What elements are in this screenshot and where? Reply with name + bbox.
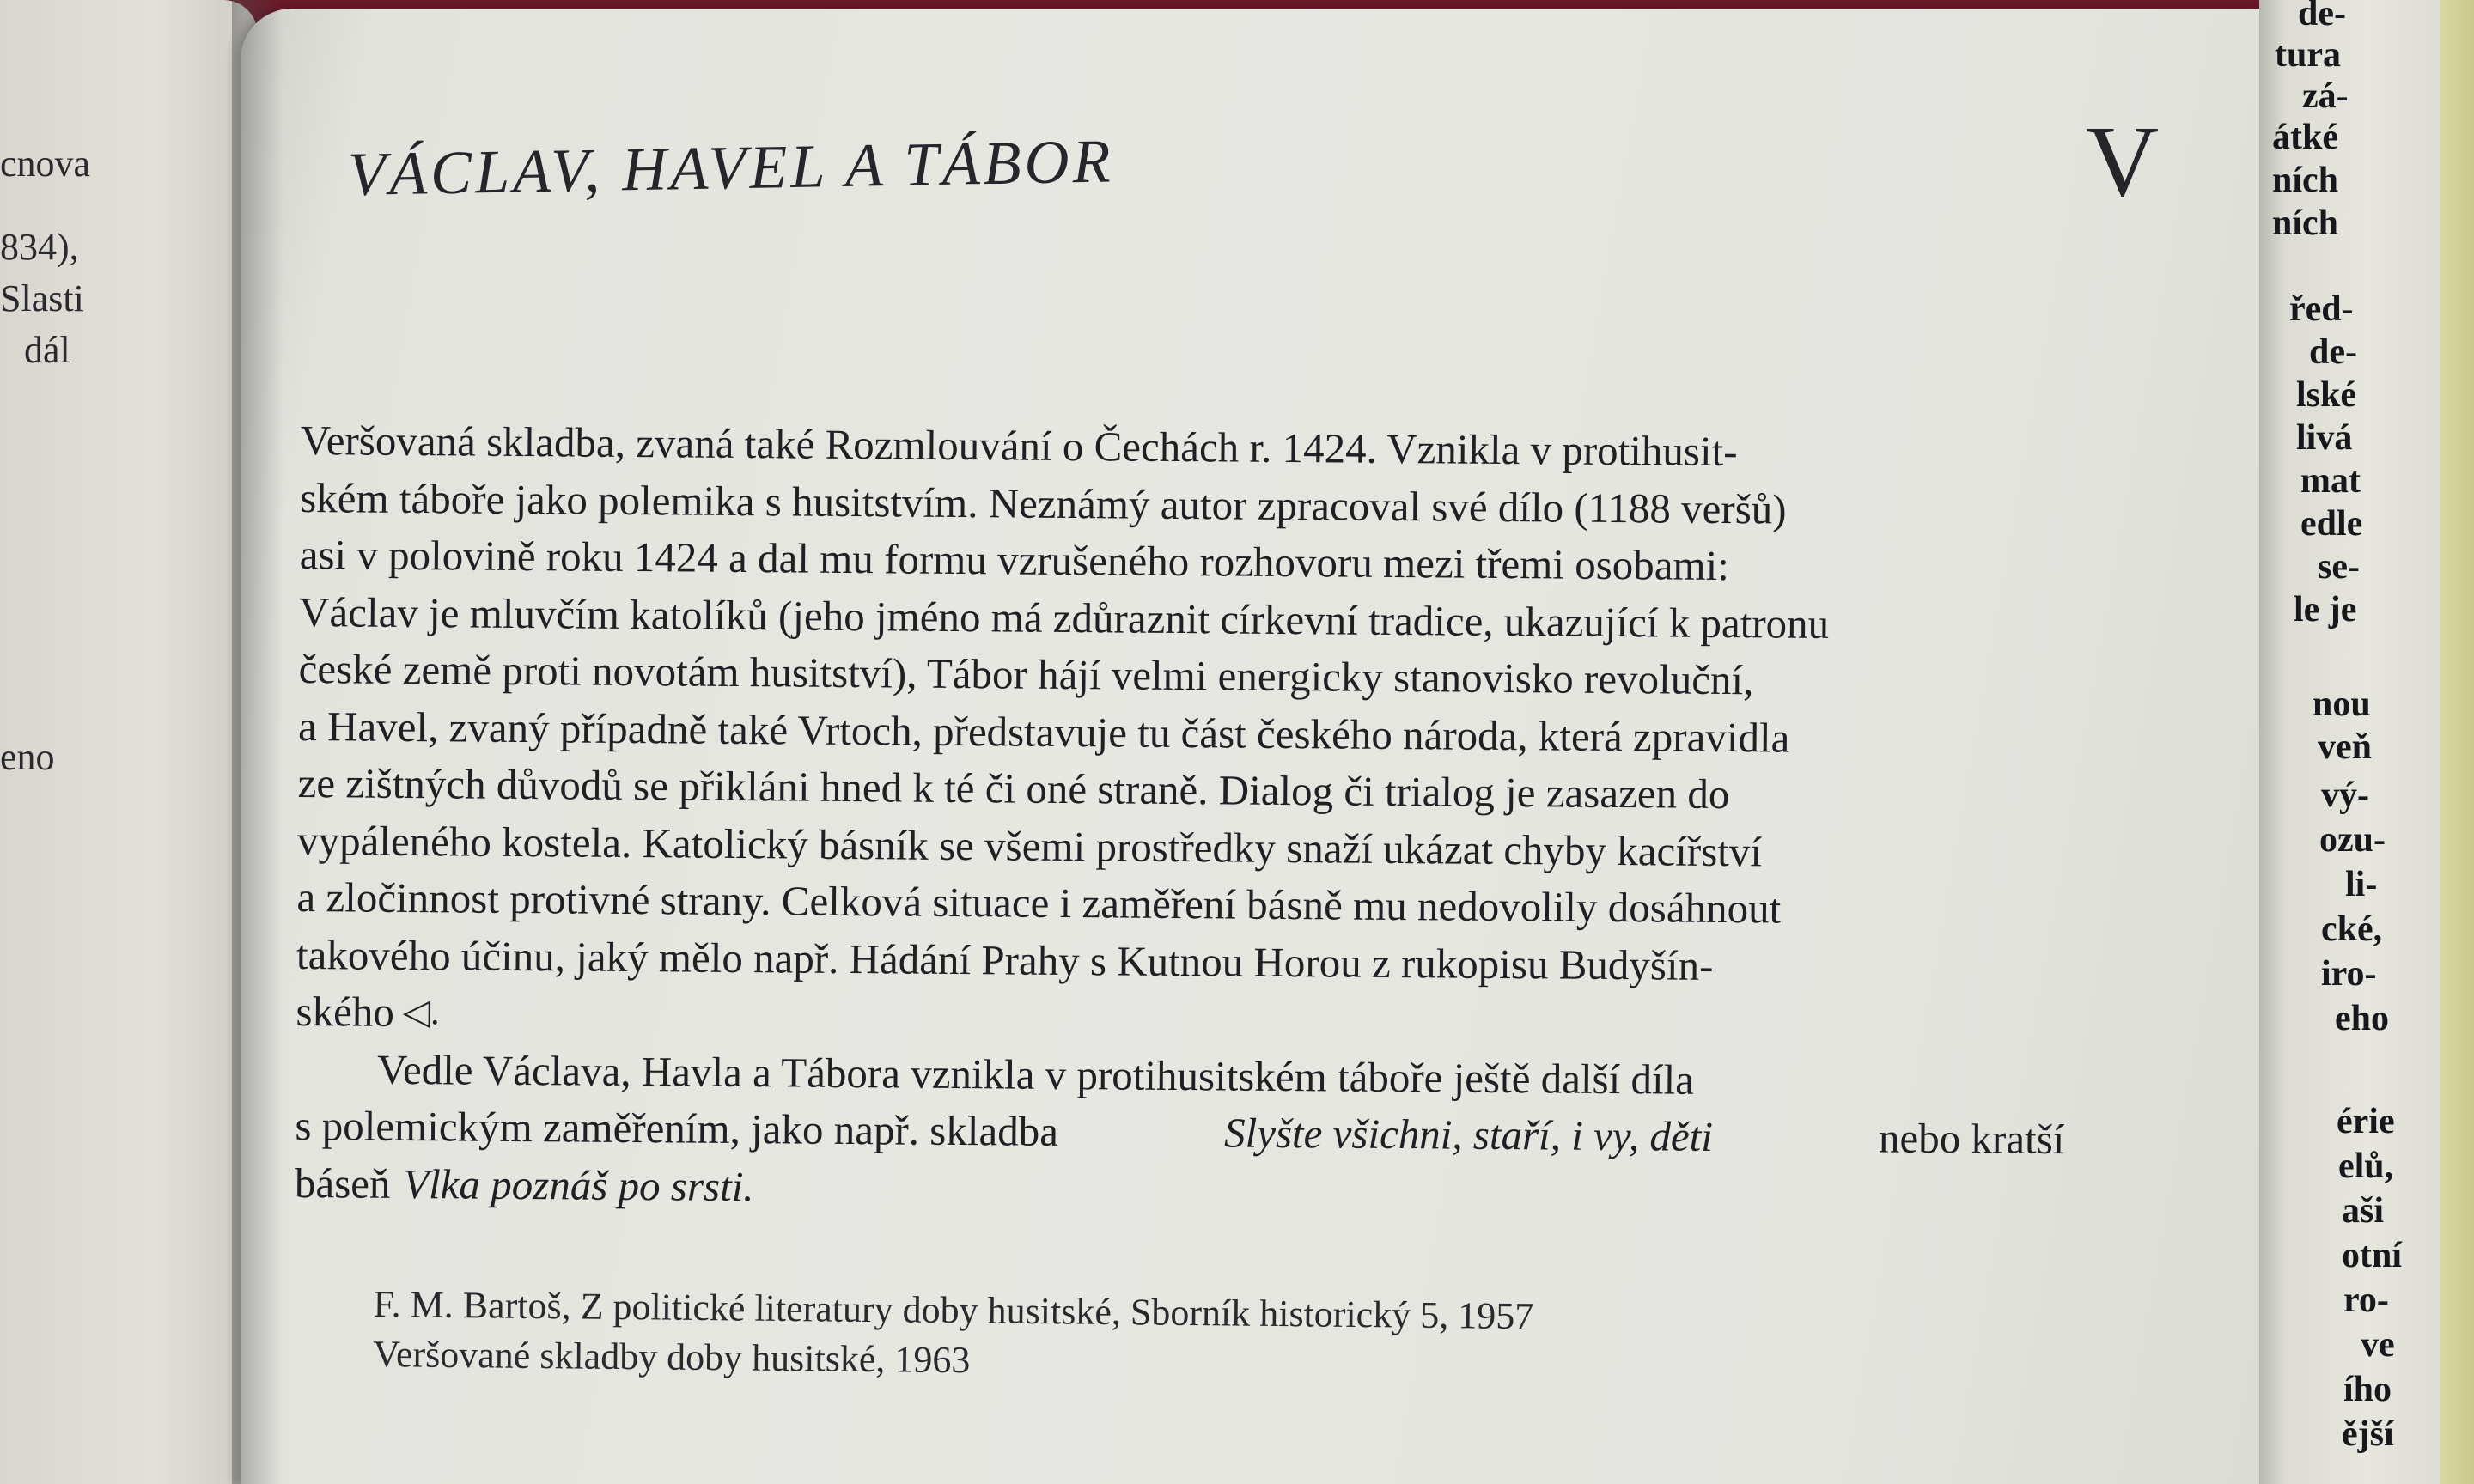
right-fragment: nou [2313,684,2371,724]
left-fragment: cnova [0,143,91,185]
text-fragment: s polemickým zaměřením, jako např. skladba [295,1101,1059,1155]
text-line: Václav je mluvčím katolíků (jeho jméno má zdůraznit církevní tradice, ukazující k patronu [298,587,1830,648]
left-fragment: eno [0,736,55,778]
text-fragment: ského [296,987,395,1036]
right-fragment: elů, [2338,1146,2394,1186]
text-line: ském táboře jako polemika s husitstvím. Neznámý autor zpracoval své dílo (1188 veršů) [300,473,1787,533]
reference-item: Veršované skladby doby husitské, 1963 [372,1332,971,1382]
page-title: VÁCLAV, HAVEL A TÁBOR [347,126,1115,209]
left-page [0,0,258,1484]
text-line: takového účinu, jaký mělo např. Hádání Prahy s Kutnou Horou z rukopisu Budyšín- [296,930,1714,989]
right-fragment: de- [2298,0,2346,33]
right-fragment: cké, [2321,909,2383,949]
right-fragment: li- [2345,865,2378,904]
right-fragment: veň [2318,727,2372,767]
italic-title: Vlka poznáš po srsti. [403,1159,754,1210]
right-fragment: otní [2342,1236,2403,1275]
section-letter: V [2086,105,2160,217]
text-fragment: nebo kratší [1878,1114,2065,1164]
right-fragment: de- [2309,332,2357,372]
text-line: vypáleného kostela. Katolický básník se všemi prostředky snaží ukázat chyby kacířství [296,816,1763,875]
text-line: a Havel, zvaný případně také Vrtoch, představuje tu část českého národa, která zpravidla [297,702,1790,762]
right-fragment: iro- [2321,954,2377,994]
text-line: Veršovaná skladba, zvaná také Rozmlouvání o Čechách r. 1424. Vznikla v protihusit- [300,416,1738,476]
right-fragment: le je [2294,590,2357,629]
left-fragment: Slasti [0,277,84,319]
references [373,1280,1534,1391]
body-text [295,412,2070,1226]
right-fragment: érie [2337,1102,2395,1141]
reference-item: F. M. Bartoš, Z politické literatury doby husitské, Sborník historický 5, 1957 [373,1282,1534,1338]
right-fragment: řed- [2289,289,2354,329]
right-fragment: mat [2300,461,2361,501]
right-fragment: vý- [2321,775,2369,815]
text-line: české země proti novotám husitství), Tábor hájí velmi energicky stanovisko revoluční, [298,644,1754,704]
right-fragment: ních [2272,204,2339,243]
right-fragment: ních [2272,161,2339,200]
page-edge [2440,0,2474,1484]
right-fragment: átké [2272,118,2338,157]
text-line: asi v polovině roku 1424 a dal mu formu vzrušeného rozhovoru mezi třemi osobami: [299,530,1730,590]
text-line: Vedle Václava, Havla a Tábora vznikla v protihusitském táboře ještě další díla [376,1045,1695,1104]
right-fragment: edle [2300,504,2363,544]
right-fragment: eho [2335,999,2389,1038]
right-fragment: ve [2361,1325,2395,1365]
right-fragment: ího [2343,1370,2392,1409]
text-fragment: báseň [294,1159,391,1207]
right-fragment: tura [2275,35,2341,75]
left-fragment: 834), [0,226,79,268]
right-fragment: aši [2342,1191,2385,1231]
right-fragment: ro- [2343,1280,2389,1320]
left-fragment: dál [24,329,70,371]
text-line: ze zištných důvodů se přikláni hned k té či oné straně. Dialog či trialog je zasazen do [297,758,1730,818]
right-fragment: se- [2318,547,2360,587]
right-fragment: zá- [2302,76,2349,116]
right-fragment: livá [2296,418,2353,458]
end-mark: ◁. [402,992,440,1033]
italic-title: Slyšte všichni, staří, i vy, děti [1223,1109,1714,1160]
gutter-shadow [232,0,283,1484]
right-fragment: lské [2296,375,2357,415]
right-fragment: ější [2342,1414,2394,1454]
right-fragment: ozu- [2319,820,2386,860]
text-line: a zločinnost protivné strany. Celková situace i zaměření básně mu nedovolily dosáhnout [296,873,1782,933]
